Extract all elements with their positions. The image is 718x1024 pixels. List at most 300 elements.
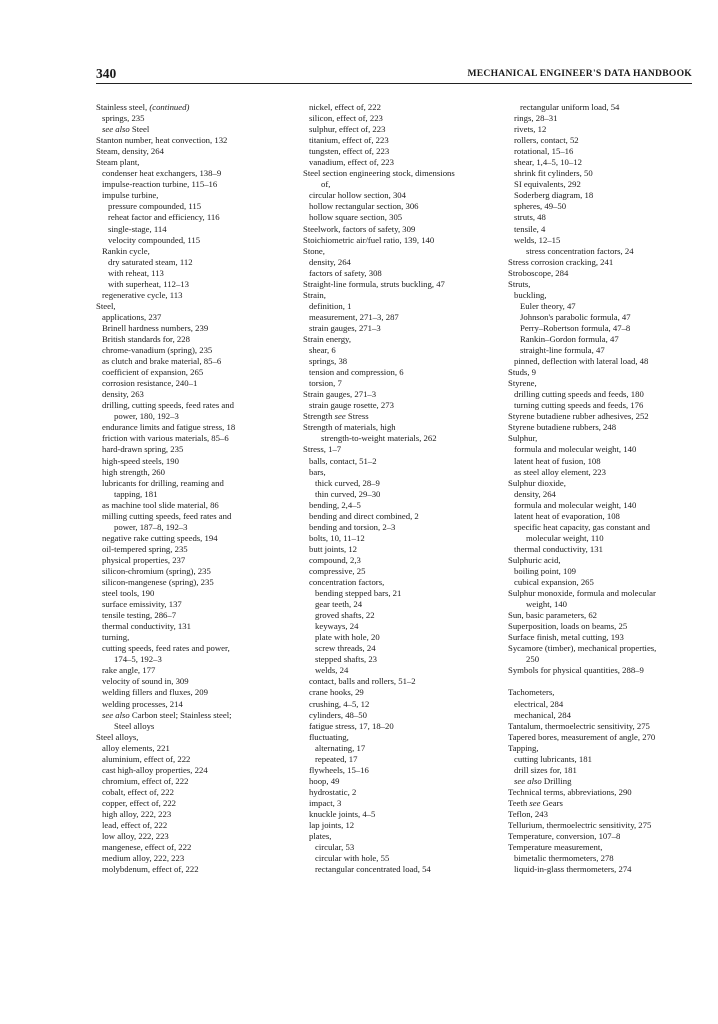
index-entry [96,676,286,687]
index-entry [508,522,698,533]
index-entry [508,378,698,389]
index-entry [303,433,493,444]
index-entry [96,290,286,301]
entry-text: Stress [345,411,369,422]
index-entry [508,820,698,831]
entry-text: struts, 48 [514,212,546,223]
index-entry [508,290,698,301]
entry-text: strain gauges, 271–3 [309,322,381,333]
entry-text: Strain energy, [303,333,352,344]
entry-text: impulse-reaction turbine, 115–16 [102,179,218,190]
index-entry [96,610,286,621]
cross-reference-label: see also [514,775,542,786]
entry-text: Technical terms, abbreviations, 290 [508,786,632,797]
entry-text: fatigue stress, 17, 18–20 [309,720,394,731]
index-entry [303,444,493,455]
entry-text: chrome-vanadium (spring), 235 [102,345,213,356]
index-entry [508,345,698,356]
page-header [96,66,692,82]
index-entry [303,853,493,864]
index-entry [303,224,493,235]
index-entry [96,444,286,455]
entry-text: Surface finish, metal cutting, 193 [508,632,624,643]
entry-text: shear, 1,4–5, 10–12 [514,157,582,168]
index-entry [303,721,493,732]
entry-text: lead, effect of, 222 [102,820,168,831]
index-entry [96,422,286,433]
entry-text: velocity compounded, 115 [108,234,201,245]
entry-text: formula and molecular weight, 140 [514,499,637,510]
entry-text: Symbols for physical quantities, 288–9 [508,665,644,676]
cross-reference-label: see [529,797,541,808]
entry-text: Steel, [96,300,116,311]
entry-text: factors of safety, 308 [309,267,382,278]
entry-text: Sun, basic parameters, 62 [508,610,598,621]
index-entry [96,566,286,577]
index-entry [96,334,286,345]
entry-text: Strength of materials, high [303,422,396,433]
index-entry [303,699,493,710]
index-entry [303,533,493,544]
entry-text: 174–5, 192–3 [114,654,162,665]
cross-reference-label: (continued) [149,102,190,112]
index-entry [508,190,698,201]
entry-text: alternating, 17 [315,742,366,753]
entry-text: applications, 237 [102,311,162,322]
index-entry [96,544,286,555]
entry-text: cast high-alloy properties, 224 [102,764,208,775]
entry-text: as machine tool slide material, 86 [102,499,219,510]
index-entry [303,776,493,787]
cross-reference-label: see also [102,124,130,135]
entry-text: compound, 2,3 [309,554,361,565]
index-entry [508,699,698,710]
index-entry [303,632,493,643]
index-entry [303,687,493,698]
entry-text: torsion, 7 [309,378,342,389]
entry-text: Stroboscope, 284 [508,267,569,278]
index-entry [508,533,698,544]
index-entry [303,257,493,268]
index-entry [96,367,286,378]
entry-text: flywheels, 15–16 [309,764,369,775]
index-entry [303,588,493,599]
entry-text: reheat factor and efficiency, 116 [108,212,220,223]
index-entry [303,478,493,489]
entry-text: Styrene butadiene rubbers, 248 [508,422,617,433]
index-entry [96,190,286,201]
entry-text: Teeth [508,797,530,808]
index-entry [508,577,698,588]
entry-text: dry saturated steam, 112 [108,256,193,267]
entry-text: nickel, effect of, 222 [309,102,381,112]
entry-text: cutting lubricants, 181 [514,753,592,764]
index-entry [508,721,698,732]
entry-text: specific heat capacity, gas constant and [514,521,650,532]
index-entry [508,456,698,467]
index-entry [96,257,286,268]
index-entry [508,511,698,522]
entry-text: density, 263 [102,389,144,400]
index-entry [303,367,493,378]
index-entry [96,743,286,754]
index-entry [508,135,698,146]
entry-text: Tachometers, [508,687,555,698]
entry-text: compressive, 25 [309,565,366,576]
entry-text: milling cutting speeds, feed rates and [102,510,232,521]
index-entry [96,135,286,146]
entry-text: molybdenum, effect of, 222 [102,864,199,875]
index-entry [303,279,493,290]
entry-text: rivets, 12 [514,124,547,135]
index-entry [303,754,493,765]
index-entry [508,411,698,422]
entry-text: strength-to-weight materials, 262 [321,433,437,444]
entry-text: silicon, effect of, 223 [309,113,383,124]
entry-text: silicon-chromium (spring), 235 [102,565,211,576]
index-entry [508,212,698,223]
entry-text: thick curved, 28–9 [315,477,380,488]
entry-text: bending and direct combined, 2 [309,510,419,521]
entry-text: Tellurium, thermoelectric sensitivity, 275 [508,820,652,831]
entry-text: Tapered bores, measurement of angle, 270 [508,731,656,742]
index-entry [303,400,493,411]
entry-text: Soderberg diagram, 18 [514,190,594,201]
index-entry [303,179,493,190]
index-entry [96,201,286,212]
entry-text: cutting speeds, feed rates and power, [102,643,230,654]
index-entry [96,555,286,566]
index-entry [508,124,698,135]
index-entry [96,500,286,511]
index-entry [508,467,698,478]
index-entry [96,765,286,776]
entry-text: tension and compression, 6 [309,367,404,378]
index-entry [508,610,698,621]
entry-text: shear, 6 [309,345,336,356]
index-entry [303,820,493,831]
entry-text: coefficient of expansion, 265 [102,367,204,378]
header-rule [96,83,692,84]
index-entry [508,389,698,400]
entry-text: single-stage, 114 [108,223,167,234]
index-entry [508,654,698,665]
entry-text: circular, 53 [315,842,355,853]
index-entry [508,268,698,279]
entry-text: crane hooks, 29 [309,687,364,698]
index-entry [508,312,698,323]
entry-text: contact, balls and rollers, 51–2 [309,676,416,687]
entry-text: Steel [129,124,150,135]
entry-text: high alloy, 222, 223 [102,809,172,819]
entry-text: straight-line formula, 47 [520,345,605,356]
index-entry [96,754,286,765]
entry-text: boiling point, 109 [514,565,577,576]
index-entry [508,555,698,566]
index-entry [303,235,493,246]
index-entry [508,853,698,864]
entry-text: pressure compounded, 115 [108,201,202,212]
index-entry [303,124,493,135]
index-entry [96,268,286,279]
entry-text: negative rake cutting speeds, 194 [102,532,218,543]
index-entry [303,246,493,257]
entry-text: tensile, 4 [514,223,546,234]
entry-text: Euler theory, 47 [520,300,576,311]
entry-text: Steel alloys [114,720,155,731]
index-entry [508,544,698,555]
index-entry [96,224,286,235]
index-column-3 [508,102,698,875]
entry-text: keyways, 24 [315,621,359,632]
entry-text: balls, contact, 51–2 [309,455,377,466]
entry-text: molecular weight, 110 [526,532,604,543]
index-entry [508,367,698,378]
index-entry [96,599,286,610]
index-entry [508,632,698,643]
entry-text: Tantalum, thermoelectric sensitivity, 275 [508,720,650,731]
index-entry [303,411,493,422]
index-entry [508,201,698,212]
index-entry [96,345,286,356]
entry-text: steel tools, 190 [102,588,155,599]
entry-text: Stanton number, heat convection, 132 [96,135,228,146]
index-entry [303,190,493,201]
index-entry [303,201,493,212]
index-entry [96,323,286,334]
entry-text: bending, 2,4–5 [309,499,361,510]
index-entry [508,743,698,754]
entry-text: butt joints, 12 [309,543,358,554]
entry-text: stepped shafts, 23 [315,654,378,665]
entry-text: drilling, cutting speeds, feed rates and [102,400,234,411]
index-entry [303,389,493,400]
page-number: 340 [96,66,117,81]
entry-text: Rankin–Gordon formula, 47 [520,333,619,344]
index-entry [508,246,698,257]
entry-text: bimetalic thermometers, 278 [514,853,614,864]
index-entry [303,268,493,279]
entry-text: Perry–Robertson formula, 47–8 [520,322,631,333]
entry-text: Sulphur, [508,433,538,444]
entry-text: as clutch and brake material, 85–6 [102,356,222,367]
entry-text: Straight-line formula, struts buckling, 47 [303,278,445,289]
entry-text: tungsten, effect of, 223 [309,146,390,157]
index-entry [508,279,698,290]
entry-text: physical properties, 237 [102,554,186,565]
index-entry [96,467,286,478]
entry-text: spheres, 49–50 [514,201,567,212]
entry-text: with reheat, 113 [108,267,164,278]
index-letter-gap [508,676,698,687]
entry-text: bending stepped bars, 21 [315,588,402,599]
index-entry [96,113,286,124]
index-column-2 [303,102,493,875]
entry-text: 250 [526,654,540,665]
index-entry [96,301,286,312]
entry-text: surface emissivity, 137 [102,599,182,610]
entry-text: silicon-mangenese (spring), 235 [102,577,214,588]
index-entry [303,599,493,610]
entry-text: tapping, 181 [114,488,158,499]
index-entry [303,113,493,124]
index-entry [508,224,698,235]
index-entry [508,643,698,654]
entry-text: Stone, [303,245,325,256]
entry-text: latent heat of evaporation, 108 [514,510,620,521]
index-entry [96,665,286,676]
index-entry [508,422,698,433]
entry-text: liquid-in-glass thermometers, 274 [514,864,632,875]
entry-text: electrical, 284 [514,698,564,709]
index-entry [508,599,698,610]
index-entry [508,665,698,676]
index-entry [303,489,493,500]
index-entry [96,456,286,467]
index-entry [508,478,698,489]
entry-text: chromium, effect of, 222 [102,775,189,786]
entry-text: rectangular uniform load, 54 [520,102,620,112]
entry-text: Steel section engineering stock, dimensions [303,168,455,179]
entry-text: strain gauge rosette, 273 [309,400,394,411]
entry-text: Gears [540,797,563,808]
entry-text: Temperature measurement, [508,842,603,853]
entry-text: mechanical, 284 [514,709,571,720]
index-entry [96,643,286,654]
index-entry [96,654,286,665]
index-entry [508,842,698,853]
index-entry [96,102,286,113]
index-entry [303,809,493,820]
entry-text: Teflon, 243 [508,809,548,819]
index-entry [303,378,493,389]
entry-text: Johnson's parabolic formula, 47 [520,311,631,322]
entry-text: endurance limits and fatigue stress, 18 [102,422,236,433]
entry-text: Styrene, [508,378,537,389]
entry-text: hoop, 49 [309,775,340,786]
index-entry [508,146,698,157]
entry-text: Sycamore (timber), mechanical properties, [508,643,657,654]
entry-text: with superheat, 112–13 [108,278,189,289]
entry-text: Sulphur dioxide, [508,477,566,488]
index-entry [508,301,698,312]
entry-text: rings, 28–31 [514,113,558,124]
entry-text: buckling, [514,289,547,300]
index-entry [96,179,286,190]
entry-text: rake angle, 177 [102,665,156,676]
entry-text: bars, [309,466,326,477]
index-entry [303,467,493,478]
entry-text: Drilling [541,775,572,786]
entry-text: oil-tempered spring, 235 [102,543,188,554]
entry-text: hollow rectangular section, 306 [309,201,419,212]
entry-text: aluminium, effect of, 222 [102,753,191,764]
index-entry [96,798,286,809]
index-entry [508,235,698,246]
entry-text: measurement, 271–3, 287 [309,311,399,322]
index-entry [303,643,493,654]
entry-text: Stoichiometric air/fuel ratio, 139, 140 [303,234,435,245]
index-entry [303,621,493,632]
entry-text: density, 264 [514,488,556,499]
index-entry [96,411,286,422]
entry-text: alloy elements, 221 [102,742,170,753]
index-entry [96,400,286,411]
cross-reference-label: see [334,411,346,422]
index-entry [96,864,286,875]
entry-text: circular hollow section, 304 [309,190,406,201]
entry-text: bolts, 10, 11–12 [309,532,365,543]
entry-text: lubricants for drilling, reaming and [102,477,224,488]
index-entry [303,323,493,334]
index-entry [303,301,493,312]
entry-text: power, 180, 192–3 [114,411,179,422]
index-entry [303,654,493,665]
index-entry [508,489,698,500]
index-entry [96,632,286,643]
entry-text: mangenese, effect of, 222 [102,842,192,853]
entry-text: tensile testing, 286–7 [102,610,177,621]
entry-text: high-speed steels, 190 [102,455,179,466]
index-entry [303,710,493,721]
index-entry [96,356,286,367]
entry-text: regenerative cycle, 113 [102,289,183,300]
entry-text: medium alloy, 222, 223 [102,853,185,864]
entry-text: rotational, 15–16 [514,146,574,157]
index-entry [303,456,493,467]
entry-text: latent heat of fusion, 108 [514,455,601,466]
index-entry [96,235,286,246]
entry-text: condenser heat exchangers, 138–9 [102,168,222,179]
index-entry [96,511,286,522]
index-entry [303,500,493,511]
entry-text: Superposition, loads on beams, 25 [508,621,628,632]
entry-text: British standards for, 228 [102,333,190,344]
index-entry [303,356,493,367]
index-entry [508,754,698,765]
entry-text: impact, 3 [309,797,342,808]
entry-text: Sulphuric acid, [508,554,561,565]
entry-text: Brinell hardness numbers, 239 [102,322,209,333]
entry-text: springs, 38 [309,356,348,367]
entry-text: as steel alloy element, 223 [514,466,606,477]
entry-text: Strain gauges, 271–3 [303,389,377,400]
index-entry [303,312,493,323]
entry-text: density, 264 [309,256,351,267]
entry-text: lap joints, 12 [309,820,355,831]
entry-text: power, 187–8, 192–3 [114,521,188,532]
index-entry [303,577,493,588]
entry-text: circular with hole, 55 [315,853,390,864]
index-entry [96,621,286,632]
index-entry [508,566,698,577]
entry-text: hard-drawn spring, 235 [102,444,184,455]
entry-text: crushing, 4–5, 12 [309,698,370,709]
index-entry [508,179,698,190]
index-entry [96,157,286,168]
entry-text: weight, 140 [526,599,568,610]
index-entry [508,168,698,179]
entry-text: cylinders, 48–50 [309,709,367,720]
index-entry [508,710,698,721]
entry-text: plate with hole, 20 [315,632,380,643]
entry-text: formula and molecular weight, 140 [514,444,637,455]
entry-text: cubical expansion, 265 [514,577,594,588]
entry-text: pinned, deflection with lateral load, 48 [514,356,649,367]
index-entry [303,168,493,179]
entry-text: gear teeth, 24 [315,599,363,610]
entry-text: turning cutting speeds and feeds, 176 [514,400,644,411]
